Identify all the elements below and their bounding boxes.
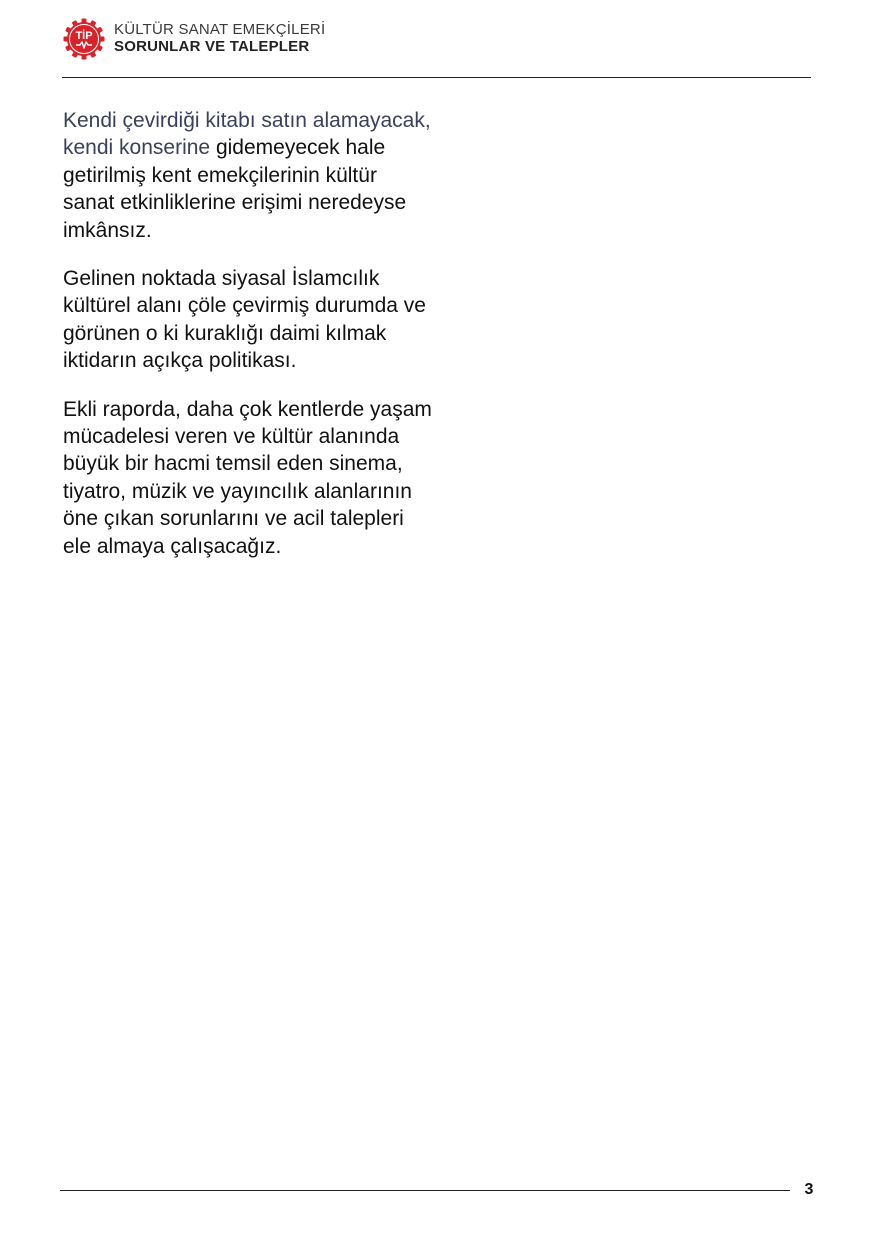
tip-logo <box>62 17 106 61</box>
header-divider <box>62 77 811 78</box>
paragraph-1-lead: Kendi çevirdiği kitabı satın alamayacak, kendi konserine <box>63 109 431 160</box>
main-content <box>63 107 433 581</box>
header-subtitle: SORUNLAR VE TALEPLER <box>114 38 310 55</box>
paragraph-2: Gelinen noktada siyasal İslamcılık kültürel alanı çöle çevirmiş durumda ve görünen o ki kuraklığı daimi kılmak iktidarın açıkça politikası. <box>63 267 426 373</box>
page-number: 3 <box>804 1181 814 1198</box>
paragraph-3: Ekli raporda, daha çok kentlerde yaşam mücadelesi veren ve kültür alanında büyük bir hacmi temsil eden sinema, tiyatro, müzik ve yayıncılık alanlarının öne çıkan sorunlarını ve acil talepleri ele almaya çalışacağız. <box>63 397 432 558</box>
header-title-block <box>114 22 325 56</box>
header-title: KÜLTÜR SANAT EMEKÇİLERİ <box>114 21 326 39</box>
page-header <box>62 16 812 62</box>
footer-divider <box>60 1190 790 1191</box>
paragraph-1 <box>63 107 433 244</box>
paragraph-1-rest: gidemeyecek hale getirilmiş kent emekçilerinin kültür sanat etkinliklerine erişimi neredeyse imkânsız. <box>63 136 407 242</box>
logo-text: TİP <box>75 30 93 42</box>
